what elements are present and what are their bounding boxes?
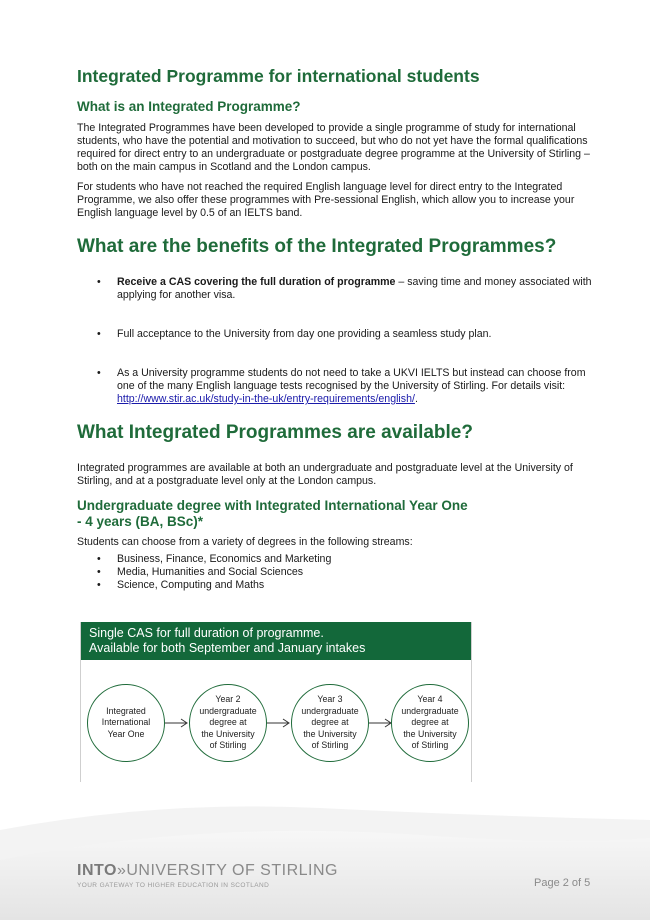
- benefit-item-english-end: .: [414, 393, 418, 405]
- benefits-list: [77, 276, 597, 406]
- footer-background: [0, 790, 650, 920]
- step-text: Year 3: [317, 694, 343, 705]
- step-text: undergraduate: [301, 705, 359, 716]
- step-text: the University: [201, 728, 255, 739]
- step-circle-year-three: [291, 684, 369, 762]
- benefit-item-cas-bold: Receive a CAS covering the full duration of programme: [117, 276, 396, 288]
- step-text: undergraduate: [401, 705, 459, 716]
- step-text: of Stirling: [411, 740, 449, 751]
- english-requirements-link[interactable]: http://www.stir.ac.uk/study-in-the-uk/entry-requirements/english/: [117, 393, 415, 405]
- step-text: of Stirling: [311, 740, 349, 751]
- diagram-header: [81, 622, 471, 660]
- programme-diagram: [80, 622, 472, 782]
- step-text: Year 4: [417, 694, 443, 705]
- logo-university: UNIVERSITY OF STIRLING: [126, 862, 338, 879]
- arrow-right-icon: [165, 717, 189, 729]
- stream-item: • Science, Computing and Maths: [77, 579, 597, 592]
- document-body: [77, 66, 597, 592]
- page-title: Integrated Programme for international students: [77, 66, 480, 86]
- step-text: Year 2: [215, 694, 241, 705]
- benefit-item-cas-rest: – saving time and money associated with applying for another visa.: [117, 276, 592, 301]
- arrow-right-icon: [369, 717, 393, 729]
- step-text: Year One: [107, 728, 145, 739]
- benefit-item-cas: [77, 276, 597, 302]
- step-text: the University: [403, 728, 457, 739]
- benefit-item-acceptance: • Full acceptance to the University from day one providing a seamless study plan.: [77, 328, 597, 341]
- arrow-right-icon: [267, 717, 291, 729]
- step-text: Integrated: [106, 705, 146, 716]
- available-paragraph: Integrated programmes are available at both an undergraduate and postgraduate level at the University of Stirling, and at a postgraduate level only at the London campus.: [77, 462, 573, 487]
- logo-wordmark: [77, 862, 338, 880]
- section-heading-what-is: What is an Integrated Programme?: [77, 99, 301, 114]
- diagram-header-line2: Available for both September and January intakes: [89, 641, 366, 655]
- step-text: International: [101, 717, 151, 728]
- logo-chevron-icon: »: [116, 862, 127, 879]
- streams-intro: Students can choose from a variety of degrees in the following streams:: [77, 536, 413, 548]
- stream-item: • Media, Humanities and Social Sciences: [77, 566, 597, 579]
- streams-list: [77, 553, 597, 592]
- step-text: degree at: [411, 717, 449, 728]
- logo-tagline: YOUR GATEWAY TO HIGHER EDUCATION IN SCOTLAND: [77, 882, 270, 889]
- step-circle-year-two: [189, 684, 267, 762]
- step-circle-year-four: [391, 684, 469, 762]
- benefit-item-english-text: As a University programme students do not need to take a UKVI IELTS but instead can choose from one of the many English language tests recognised by the University of Stirling. For details visit:: [117, 367, 586, 392]
- diagram-steps: [81, 684, 473, 764]
- benefit-item-english-tests: [77, 367, 597, 406]
- what-is-paragraph-2: For students who have not reached the required English language level for direct entry to the Integrated Programme, we also offer these programmes with Pre-sessional English, which allow you to increase your English language level by 0.5 of an IELTS band.: [77, 181, 575, 219]
- step-text: the University: [303, 728, 357, 739]
- undergraduate-heading-line2: - 4 years (BA, BSc)*: [77, 514, 204, 529]
- page-number: Page 2 of 5: [534, 877, 591, 889]
- step-text: undergraduate: [199, 705, 257, 716]
- available-heading: What Integrated Programmes are available?: [77, 422, 473, 443]
- undergraduate-heading: [77, 498, 597, 530]
- logo-into: INTO: [77, 862, 117, 879]
- diagram-header-line1: Single CAS for full duration of programme.: [89, 626, 324, 640]
- undergraduate-heading-line1: Undergraduate degree with Integrated International Year One: [77, 498, 468, 513]
- step-circle-year-one: [87, 684, 165, 762]
- benefits-heading: What are the benefits of the Integrated Programmes?: [77, 236, 557, 257]
- step-text: degree at: [209, 717, 247, 728]
- step-text: of Stirling: [209, 740, 247, 751]
- step-text: degree at: [311, 717, 349, 728]
- stream-item: • Business, Finance, Economics and Marketing: [77, 553, 597, 566]
- what-is-paragraph-1: The Integrated Programmes have been developed to provide a single programme of study for international students, who have the potential and motivation to succeed, but who do not yet have the formal qualifications required for direct entry to an undergraduate or postgraduate degree programme at the University of Stirling – both on the main campus in Scotland and the London campus.: [77, 122, 590, 173]
- university-logo: [77, 862, 338, 889]
